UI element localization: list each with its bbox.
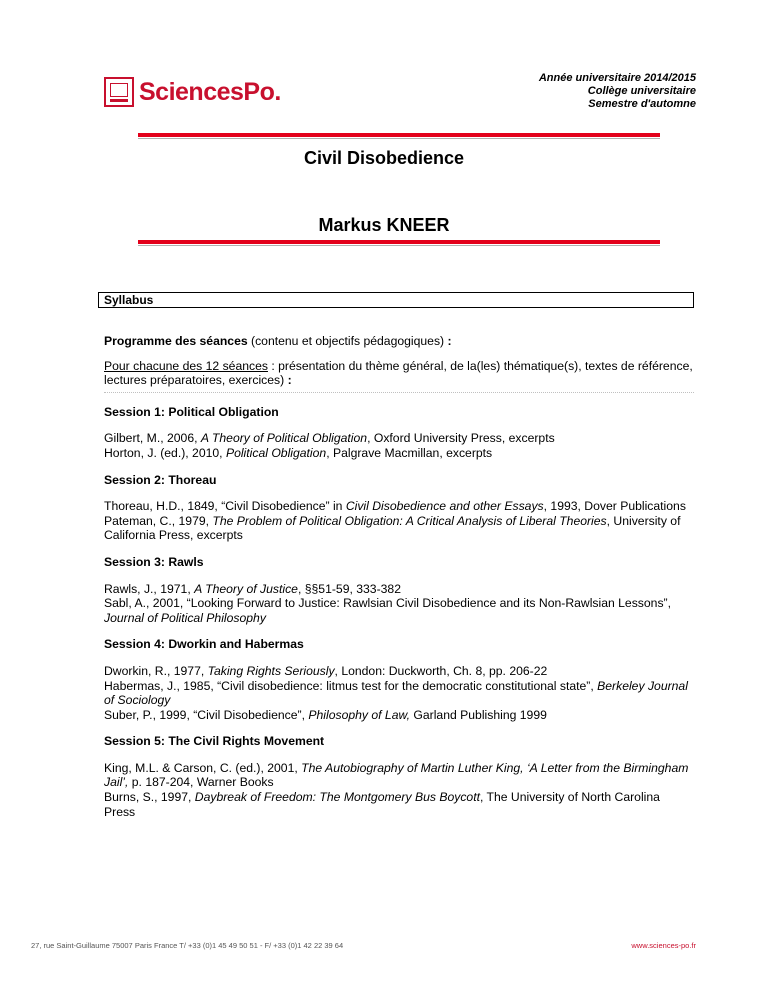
instructor-name: Markus KNEER: [318, 215, 450, 235]
reference-item: Horton, J. (ed.), 2010, Political Obligation, Palgrave Macmillan, excerpts: [104, 445, 493, 460]
reference-item: Burns, S., 1997, Daybreak of Freedom: The Montgomery Bus Boycott, The University of North Carolina Press: [104, 790, 660, 819]
reference-item: Pateman, C., 1979, The Problem of Political Obligation: A Critical Analysis of Liberal Theories, University of California Press, excerpts: [104, 513, 681, 543]
session-title: Session 5: The Civil Rights Movement: [104, 734, 325, 749]
reference-item: Rawls, J., 1971, A Theory of Justice, §§51-59, 333-382: [104, 581, 401, 596]
sciencespo-logo: [104, 77, 281, 107]
sessions-list: [104, 405, 694, 819]
session-references: [104, 761, 694, 819]
reference-item: Dworkin, R., 1977, Taking Rights Seriously, London: Duckworth, Ch. 8, pp. 206-22: [104, 663, 548, 678]
syllabus-content: [104, 322, 694, 831]
session-references: [104, 664, 694, 722]
session-references: [104, 582, 694, 626]
footer-website[interactable]: www.sciences-po.fr: [631, 941, 696, 950]
semester: Semestre d'automne: [588, 98, 696, 110]
reference-item: Habermas, J., 1985, “Civil disobedience: litmus test for the democratic constitutional state”, Berkeley Journal of Sociology: [104, 678, 688, 708]
logo-text: SciencesPo.: [139, 77, 281, 106]
top-divider: [138, 133, 660, 137]
sciencespo-emblem-icon: [104, 77, 134, 107]
session-title: Session 3: Rawls: [104, 554, 204, 569]
college-name: Collège universitaire: [587, 85, 696, 97]
academic-year: Année universitaire 2014/2015: [538, 72, 696, 84]
header-info: [539, 72, 696, 111]
session-title: Session 2: Thoreau: [104, 472, 217, 487]
session-references: [104, 499, 694, 543]
programme-heading: Programme des séances (contenu et objectifs pédagogiques) :: [104, 334, 452, 348]
bottom-divider: [138, 240, 660, 244]
dotted-separator: [104, 392, 694, 393]
reference-item: Sabl, A., 2001, “Looking Forward to Justice: Rawlsian Civil Disobedience and its Non-Rawlsian Lessons”, Journal of Political Philosophy: [104, 596, 671, 625]
reference-item: Gilbert, M., 2006, A Theory of Political Obligation, Oxford University Press, excerpts: [104, 431, 555, 446]
session-title: Session 1: Political Obligation: [104, 404, 279, 419]
footer-address: 27, rue Saint-Guillaume 75007 Paris France T/ +33 (0)1 45 49 50 51 - F/ +33 (0)1 42 22 39 64: [31, 941, 344, 950]
reference-item: Thoreau, H.D., 1849, “Civil Disobedience” in Civil Disobedience and other Essays, 1993, Dover Publications: [104, 499, 686, 514]
syllabus-heading: Syllabus: [98, 292, 694, 308]
reference-item: King, M.L. & Carson, C. (ed.), 2001, The Autobiography of Martin Luther King, ‘A Letter from the Birmingham Jail’, p. 187-204, Warner Books: [104, 760, 689, 790]
session-title: Session 4: Dworkin and Habermas: [104, 637, 304, 652]
session-references: [104, 431, 694, 460]
programme-intro: Pour chacune des 12 séances : présentation du thème général, de la(les) thématique(s), textes de référence, lectures préparatoires, exercices) :: [104, 358, 693, 388]
course-title: Civil Disobedience: [303, 148, 465, 168]
reference-item: Suber, P., 1999, “Civil Disobedience”, Philosophy of Law, Garland Publishing 1999: [104, 707, 547, 722]
